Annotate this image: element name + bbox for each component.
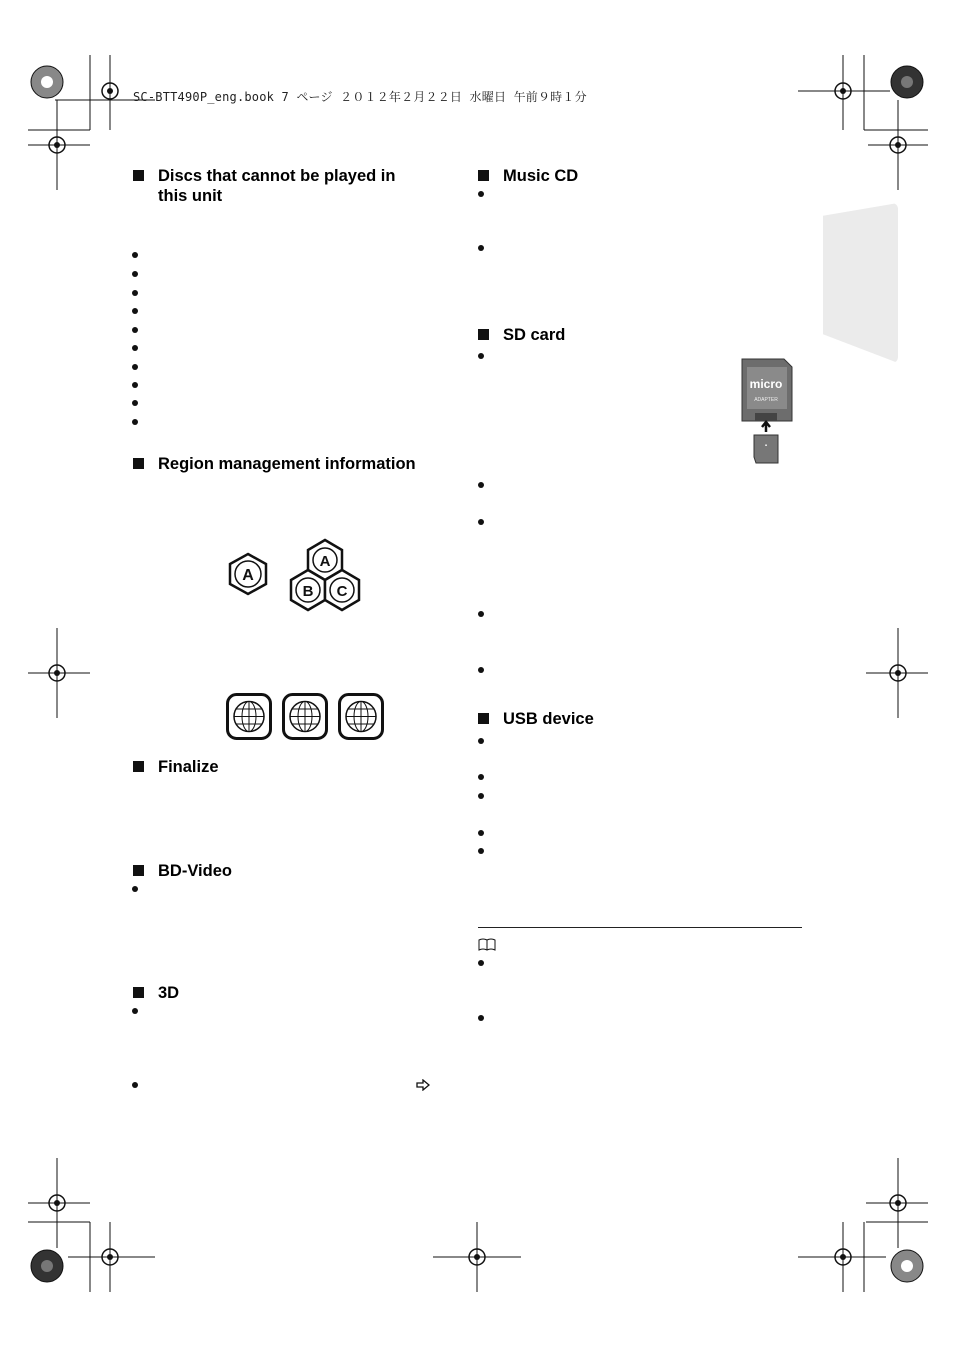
heading-discs-not-playable: Discs that cannot be played in this unit: [133, 166, 463, 206]
list-bullet: [132, 345, 138, 351]
dvd-region-badges: [226, 693, 386, 741]
svg-text:▪: ▪: [764, 443, 768, 449]
list-bullet: [132, 327, 138, 333]
list-bullet: [478, 793, 484, 799]
list-bullet: [478, 774, 484, 780]
microsd-adapter-illustration: [740, 357, 794, 467]
bd-region-badges: [225, 538, 370, 613]
list-bullet: [132, 364, 138, 370]
list-bullet: [478, 738, 484, 744]
list-bullet: [478, 519, 484, 525]
square-bullet-icon: [133, 458, 144, 469]
list-bullet: [132, 419, 138, 425]
list-bullet: [478, 667, 484, 673]
heading-usb-device: USB device: [478, 709, 798, 729]
region-badge-a: [230, 554, 266, 594]
heading-region-management: Region management information: [133, 454, 463, 474]
right-arrow-icon: [416, 1079, 430, 1091]
insert-arrow-icon: [762, 422, 770, 432]
list-bullet: [478, 960, 484, 966]
note-separator: [478, 927, 802, 928]
list-bullet: [132, 290, 138, 296]
list-bullet: [132, 1008, 138, 1014]
micro-logo: micro: [749, 377, 783, 391]
list-bullet: [132, 400, 138, 406]
heading-bd-video: BD-Video: [133, 861, 463, 881]
heading-finalize: Finalize: [133, 757, 463, 777]
book-note-icon: [478, 938, 496, 951]
list-bullet: [132, 382, 138, 388]
list-bullet: [478, 353, 484, 359]
square-bullet-icon: [133, 761, 144, 772]
globe-icon: [340, 695, 383, 739]
heading-sd-card: SD card: [478, 325, 798, 345]
svg-text:A: A: [319, 553, 331, 570]
list-bullet: [478, 482, 484, 488]
square-bullet-icon: [478, 329, 489, 340]
globe-icon: [284, 695, 327, 739]
list-bullet: [478, 245, 484, 251]
list-bullet: [478, 611, 484, 617]
adapter-label: ADAPTER: [754, 397, 778, 403]
list-bullet: [478, 848, 484, 854]
list-bullet: [478, 830, 484, 836]
heading-music-cd: Music CD: [478, 166, 798, 186]
list-bullet: [132, 1082, 138, 1088]
print-header: SC-BTT490P_eng.book 7 ページ ２０１２年２月２２日 水曜日 午前９時１分: [133, 90, 587, 104]
list-bullet: [132, 886, 138, 892]
list-bullet: [132, 271, 138, 277]
heading-3d: 3D: [133, 983, 463, 1003]
svg-text:B: B: [302, 583, 314, 600]
list-bullet: [132, 308, 138, 314]
region-badge-abc: [291, 540, 359, 610]
square-bullet-icon: [478, 713, 489, 724]
svg-text:C: C: [336, 583, 348, 600]
list-bullet: [132, 252, 138, 258]
globe-icon: [228, 695, 271, 739]
square-bullet-icon: [133, 170, 144, 181]
list-bullet: [478, 1015, 484, 1021]
list-bullet: [478, 191, 484, 197]
square-bullet-icon: [478, 170, 489, 181]
square-bullet-icon: [133, 987, 144, 998]
svg-text:A: A: [242, 567, 254, 584]
square-bullet-icon: [133, 865, 144, 876]
